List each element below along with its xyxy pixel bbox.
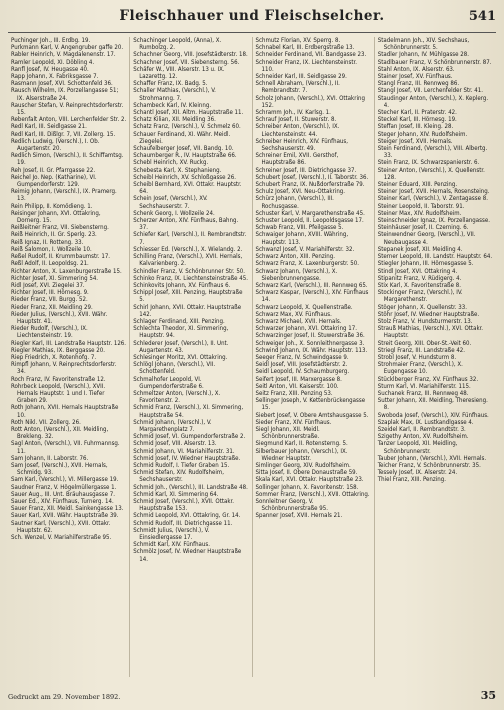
directory-entry: Schmid Josef, IV. Wiedner Hauptstraße.	[133, 454, 241, 462]
directory-entry: Roth Johann, XVII. Hernals Hauptstraße 10.	[11, 404, 119, 419]
directory-entry: Rieder Rudolf, (Verschl.), IX. Liechtensteinstr. 19.	[11, 325, 88, 340]
directory-entry: Scherzer Anton, XIV. Fünfhaus, Bahng. 37.	[133, 217, 239, 232]
directory-entry: Schwarz Anton, XIII. Penzing.	[255, 253, 335, 261]
directory-entry: Sch. Wenzel, V. Mariahilferstraße 95.	[11, 534, 112, 542]
directory-entry: Ranfl Josef, IV. Heugasse 40.	[11, 65, 89, 73]
directory-entry: Schmutz Florian, XV. Sperrg. 8.	[255, 37, 341, 44]
directory-entry: Schrauf Josef, II. Stuwerstr. 8.	[255, 116, 337, 124]
directory-entry: Stepanek Josef, XII. Meidling 4.	[377, 245, 463, 253]
directory-entry: Seitz Franz, XIII. Penzing 53.	[255, 389, 333, 397]
directory-entry: Purkmann Karl, V. Angengruber gaffe 20.	[11, 44, 124, 52]
directory-entry: Sommer Franz, (Verschl.), XVII. Ottakring.	[255, 490, 370, 498]
directory-entry: Thiel Franz, XIII. Penzing.	[377, 476, 447, 484]
page-title: Fleischhauer und Fleischselcher.	[119, 8, 385, 24]
directory-entry: Schein Josef, (Verschl.), XV. Sechshauserstr. 7.	[133, 195, 208, 210]
directory-entry: Siegl Johann, XII. Meidl. Schönbrunnerstraße.	[255, 425, 320, 441]
directory-entry: Szeidel Karl, II. Rembrandtstr. 3.	[377, 425, 466, 433]
listing-column-1	[8, 37, 130, 677]
directory-entry: Strohmaier Franz, (Verschl.), X. Eugengasse 10.	[377, 361, 463, 376]
directory-entry: Schubert Josef, (Verschl.), II. Taborstr. 36.	[255, 173, 369, 181]
directory-entry: Schinkovits Johann, XV. Fünfhaus 6.	[133, 281, 231, 289]
directory-entry: Rasmann Josef, XVI. Schottenfeld 36.	[11, 80, 113, 88]
directory-entry: Steinwendner Georg, (Verschl.), VII. Neubaugasse 4.	[377, 231, 476, 246]
directory-entry: Schulz Josef, XVI. Neu-Ottakring.	[255, 188, 346, 196]
directory-entry: Rabler Heinrich, V. Magdalenenstr. 17.	[11, 51, 116, 59]
directory-entry: Rausch Wilhelm, IX. Porzellangasse 51; IX. Alserstraße 24.	[11, 87, 119, 102]
directory-entry: Stix Karl, X. Favoritenstraße 8.	[377, 281, 461, 289]
directory-entry: Tauber Johann, (Verschl.), XVII. Hernals.	[377, 454, 487, 462]
directory-entry: Schmid Karl, XI. Simmering 64.	[133, 490, 219, 498]
directory-entry: Richter Josef, XI. Simmering 54.	[11, 274, 99, 282]
directory-entry: Schramm Joh., IV. Karlsg. 1.	[255, 109, 331, 117]
directory-entry: Rieder Franz, XII. Meidling 29.	[11, 303, 93, 311]
directory-entry: Skala Karl, XVI. Ottakr. Hauptstraße 23.	[255, 476, 364, 484]
directory-entry: Rapp Johann, X. Fabriksgasse 7.	[11, 73, 99, 81]
directory-entry: Stein Ferdinand, (Verschl.), VIII. Albertg. 33.	[377, 145, 488, 160]
directory-entry: Sauer Franz, XII. Meidl. Sainkengasse 13.	[11, 505, 124, 513]
directory-entry: Schreiner Josef, III. Dietrichgasse 37.	[255, 166, 357, 174]
directory-entry: Ramler Leopold, XI. Döbling 4.	[11, 58, 95, 66]
directory-entry: Schebesta Karl, X. Stephanieng.	[133, 166, 222, 174]
directory-entry: Richter Anton, X. Laxenburgerstraße 15.	[11, 267, 122, 275]
directory-entry: Stindl Josef, XVI. Ottakring 4.	[377, 267, 458, 275]
directory-entry: Schantl Josef, XII. Altm. Hauptstraße 11.	[133, 109, 244, 117]
directory-entry: Schmid Josef, VI. Gumpendorferstraße 2.	[133, 433, 246, 441]
directory-entry: Seidl Josef, VIII. Josefstädterstr. 2.	[255, 361, 348, 369]
directory-entry: Reisinger Johann, XVI. Ottakring, Dornerg. 15.	[11, 209, 101, 225]
directory-entry: Staudinger Anton, (Verschl.), X. Keplerg. 4.	[377, 94, 489, 109]
directory-entry: Reh Josef, II. Gr. Pfarrgasse 22.	[11, 166, 96, 174]
directory-entry: Schachner Georg, VIII. Josefstädterstr. 18.	[133, 51, 248, 59]
directory-entry: Steiner Eduard, XIII. Penzing.	[377, 181, 458, 189]
directory-entry: Stockinger Franz, (Verschl.), IV. Margarethenstr.	[377, 289, 463, 304]
directory-entry: Schachner Josef, VII. Siebensterng. 56.	[133, 58, 240, 66]
directory-entry: Stadler Johann, IV. Mühlgasse 28.	[377, 51, 469, 59]
directory-entry: Schachinger Leopold, (Anna), X. Rumbolzg. 2.	[133, 37, 222, 52]
directory-entry: Reßel Rudolf, II. Krummbaumstr. 17.	[11, 253, 111, 261]
directory-entry: Stangl Josef, VII. Lerchenfelder Str. 41.	[377, 87, 484, 95]
directory-entry: Striegl Franz, III. Landstraße 42.	[377, 346, 466, 354]
directory-entry: Rieder Julius, (Verschl.), XVII. Währ. Hauptstr. 41.	[11, 310, 108, 325]
directory-entry: Schaffer Franz, IX. Badg. 5.	[133, 80, 208, 88]
directory-entry: Sonnleitner Georg, V. Schönbrunnerstraße 95.	[255, 498, 328, 513]
directory-entry: Redl Karl, III. Seidlgasse 21.	[11, 123, 87, 131]
directory-entry: Sautner Karl, (Verschl.), XVII. Ottakr. Hauptstr. 62.	[11, 519, 111, 534]
directory-entry: Simlinger Georg, XIV. Rudolfsheim.	[255, 461, 351, 469]
directory-entry: Sam Johann, II. Laborstr. 76.	[11, 454, 89, 462]
directory-entry: Steinschneider Ignaz, IX. Porzellangasse.	[377, 217, 490, 225]
directory-entry: Reiß Ignaz, II. Rotteng. 33.	[11, 238, 84, 246]
directory-entry: Schinko Franz, IX. Liechtensteinstraße 45.	[133, 274, 248, 282]
directory-entry: Tanzer Leopold, XII. Meidling, Schönbrunnerstr.	[377, 440, 458, 455]
directory-entry: Rott Anton, (Verschl.), XII. Meidling, Brekleng. 32.	[11, 425, 109, 441]
directory-entry: Schwarz Franz, X. Laxenburgerstr. 50.	[255, 260, 359, 268]
directory-entry: Rauscher Stefan, V. Reinprechtsdorferstr. 15.	[11, 101, 124, 117]
directory-entry: Stöger Johann, X. Quellenstr. 33.	[377, 303, 468, 311]
directory-entry: Riegler Mathias, IX. Berggasse 20.	[11, 346, 106, 354]
directory-entry: Schlechta Theodor, XI. Simmering, Hauptstr. 94.	[133, 325, 229, 340]
directory-entry: Sitta Josef, II. Obere Donaustraße 59.	[255, 469, 358, 477]
directory-entry: Scholz Johann, (Verschl.), XVI. Ottakring 152.	[255, 94, 365, 109]
directory-entry: Schwarz Kaspar, (Verschl.), XIV. Fünfhaus 14.	[255, 289, 369, 304]
directory-entry: Scheibl Bernhard, XVI. Ottakr. Hauptstr. 64.	[133, 181, 242, 196]
directory-entry: Steiner Max, XIV. Rudolfsheim.	[377, 209, 462, 217]
directory-entry: Schwanzl Josef, V. Mariahilferstr. 32.	[255, 245, 355, 253]
directory-entry: Schwab Franz, VIII. Pfeilgasse 5.	[255, 224, 344, 232]
directory-entry: Steiner Anton, (Verschl.), X. Quellenstr. 128.	[377, 166, 485, 181]
directory-entry: Schmölz Josef, IV. Wiedner Hauptstraße 14.	[133, 548, 242, 563]
directory-entry: Seifert Josef, III. Marxergasse 8.	[255, 375, 342, 383]
directory-entry: Reimig Johann, (Verschl.), IX. Pramerg. 13.	[11, 188, 117, 203]
print-date-note: Gedruckt am 29. November 1892.	[8, 693, 121, 701]
directory-entry: Schmid Franz, (Verschl.), XI. Simmering, Hauptstraße 54.	[133, 404, 244, 419]
directory-entry: Stücklberger Franz, XV. Fünfhaus 32.	[377, 375, 479, 383]
directory-entry: Riegler Karl, III. Landstraße Hauptstr. 126.	[11, 339, 127, 347]
directory-entry: Schambeck Karl, IV. Kleinng.	[133, 101, 212, 109]
directory-entry: Sam Karl, (Verschl.), VI. Millergasse 19.	[11, 476, 119, 484]
directory-entry: Swoboda Josef, (Verschl.), XIV. Fünfhaus.	[377, 411, 489, 419]
directory-entry: Sturm Karl, VI. Mariahilferstr. 115.	[377, 382, 471, 390]
directory-entry: Stadlbauer Franz, V. Schönbrunnerstr. 87.	[377, 58, 492, 66]
directory-entry: Schmid Johann, (Verschl.), V. Margarethenplatz 7.	[133, 418, 212, 433]
directory-entry: Rebenfalt Anton, VIII. Lerchenfelder Str. 2.	[11, 116, 127, 124]
directory-entry: Schebl Heinrich, XV. Ruckg.	[133, 159, 209, 167]
directory-entry: Schmalhofer Leopold, VI. Gumpendorferstraße 6.	[133, 375, 204, 390]
directory-entry: Schubert Franz, IX. Nußdorferstraße 79.	[255, 181, 365, 189]
directory-entry: Schirl Johann, XVII. Ottakr. Hauptstraße 142.	[133, 303, 242, 318]
directory-entry: Rimpfl Johann, V. Reinprechtsdorferstr. 34.	[11, 361, 117, 376]
directory-entry: Schreiner Emil, XVII. Gersthof, Hauptstraße 86.	[255, 152, 339, 167]
directory-entry: Teicher Franz, V. Schönbrunnerstr. 35.	[377, 461, 481, 469]
directory-entry: Schmidt Karl, XIV. Fünfhaus.	[133, 541, 210, 549]
directory-entry: Schlögl Johann, (Verschl.), VII. Schottenfeld.	[133, 361, 216, 376]
page-footer	[8, 689, 496, 702]
directory-entry: Schnabel Karl, III. Erdbergstraße 13.	[255, 44, 355, 52]
directory-entry: Schmid Leopold, XVI. Ottakring, Gr. 14.	[133, 512, 241, 520]
directory-entry: Reßl Adolf, II. Leopoldsg. 21.	[11, 260, 89, 268]
directory-entry: Schindler Franz, V. Schönbrunner Str. 50.	[133, 267, 246, 275]
directory-entry: Schippl Josef, XIII. Penzing, Hauptstraße 5.	[133, 289, 243, 304]
directory-entry: Tessely Josef, IX. Alserstr. 24.	[377, 469, 458, 477]
directory-entry: Roch Franz, IV. Favoritenstraße 12.	[11, 375, 106, 383]
directory-entry: Steiger Josef, XVII. Hernals.	[377, 137, 453, 145]
directory-entry: Schlesinger Moritz, XVI. Ottakring.	[133, 353, 228, 361]
directory-entry: Steger Johann, XIV. Rudolfsheim.	[377, 130, 468, 138]
directory-entry: Sauer Aug., III. Unt. Bräuhausgasse 7.	[11, 490, 115, 498]
directory-entry: Schaufelberger Josef, VII. Bandg. 10.	[133, 145, 234, 153]
directory-entry: Schwarz Max, XV. Fünfhaus.	[255, 310, 332, 318]
directory-entry: Riep Friedrich, X. Rotenhofg. 7.	[11, 353, 97, 361]
directory-entry: Schlederer Josef, (Verschl.), II. Unt. Augartenstr. 43.	[133, 339, 229, 354]
directory-entry: Schürz Johann, (Verschl.), III. Rochusgasse.	[255, 195, 334, 210]
directory-entry: Reiß Heinrich, II. Gr. Sperlg. 23.	[11, 231, 97, 239]
directory-entry: Schnell Abraham, (Verschl.), II. Rembrandtstr. 7.	[255, 80, 340, 95]
directory-entry: Schmidt Julius, (Verschl.), V. Einsiedlergasse 17.	[133, 526, 210, 542]
directory-entry: Schwarzer Johann, XVI. Ottakring 17.	[255, 325, 357, 333]
directory-entry: Steffan Josef, III. Kleing. 28.	[377, 123, 454, 131]
directory-entry: Steiner Josef, XVII. Hernals, Rosensteing.	[377, 188, 490, 196]
directory-entry: Schatz Kilian, XII. Meidling 36.	[133, 116, 216, 124]
directory-entry: Steiner Karl, (Verschl.), V. Zentagasse 8.	[377, 195, 488, 203]
directory-entry: Stiegler Johann, III. Hörnesgasse 5.	[377, 260, 474, 268]
directory-entry: Ridl Josef, XVI. Ziegelei 37.	[11, 281, 85, 289]
directory-entry: Seeger Franz, IV. Schwindgasse 9.	[255, 353, 349, 361]
directory-entry: Schweiger Joh., X. Sonnleithnergasse 3.	[255, 339, 365, 347]
directory-entry: Sollinger Johann, X. Favoritenstr. 158.	[255, 483, 359, 491]
directory-entry: Schwarz Michael, XVII. Hernals.	[255, 317, 342, 325]
directory-entry: Schiesser Ed. (Verschl.), X. Wielandg. 2.	[133, 245, 243, 253]
directory-entry: Schmid Josef, VIII. Alserstr. 13.	[133, 440, 217, 448]
directory-entry: Schatz Franz, (Verschl.), V. Schmelz 60.	[133, 123, 241, 131]
directory-entry: Schaller Mathias, (Verschl.), V. Strohmanng. 7.	[133, 87, 216, 102]
directory-entry: Szigethy Anton, XV. Rudolfsheim.	[377, 433, 469, 441]
listing-column-2	[130, 37, 252, 677]
directory-entry: Stein Franz, IX. Schwarzspanierstr. 6.	[377, 159, 480, 167]
page-number: 541	[468, 9, 496, 24]
directory-entry: Sutter Johann, XII. Meidling, Theresieng. 8.	[377, 397, 488, 412]
directory-entry: Rieder Franz, VII. Burgg. 52.	[11, 296, 88, 304]
directory-entry: Schmid Joh., (Verschl.), III. Landstraße 48.	[133, 483, 248, 491]
listing-column-3	[253, 37, 375, 677]
directory-entry: Stadelmann Joh., XIV. Sechshaus, Schönbrunnerstr. 5.	[377, 37, 470, 52]
directory-entry: Reiß Salomon, I. Wollzeile 10.	[11, 245, 92, 253]
directory-entry: Stahl Anton, IX. Alserstr. 63.	[377, 65, 455, 73]
directory-entry: Scheibl Heinrich, XV. Schloßgasse 26.	[133, 173, 236, 181]
directory-entry: Strobl Josef, V. Hundsturm 8.	[377, 353, 457, 361]
directory-entry: Puchinger Joh., III. Erdbg. 19.	[11, 37, 91, 44]
directory-entry: Schauer Ferdinand, XI. Währ. Meidl. Ziegelei.	[133, 130, 231, 145]
directory-entry: Suchanek Franz, III. Rennweg 48.	[377, 389, 469, 397]
directory-entry: Schwarz Leopold, X. Quellenstraße.	[255, 303, 353, 311]
directory-entry: Stangl Franz, III. Rennweg 86.	[377, 80, 460, 88]
directory-entry: Redlich Simon, (Verschl.), II. Schiffamtsg. 19.	[11, 152, 124, 167]
directory-entry: Szaplak Max, IX. Lustkandlgasse 4.	[377, 418, 474, 426]
directory-entry: Siebert Josef, V. Obere Amtshausgasse 5.	[255, 411, 369, 419]
directory-entry: Sterner Leopold, III. Landstr. Hauptstr. 64.	[377, 253, 493, 261]
directory-entry: Schiefer Karl, (Verschl.), II. Rembrandtstr. 7.	[133, 231, 247, 246]
directory-entry: Schmeltzer Anton, (Verschl.), X. Favoritenstr. 2.	[133, 389, 221, 405]
directory-entry: Schwaiger Johann, XVIII. Währing, Hauptstr. 113.	[255, 231, 349, 246]
directory-entry: Schwarzinger Josef, II. Stuwerstraße 36.	[255, 332, 365, 340]
directory-entry: Schuster Karl, V. Margarethenstraße 45.	[255, 209, 365, 217]
directory-entry: Streit Georg, XIII. Ober-St.-Veit 60.	[377, 339, 472, 347]
directory-entry: Saudner Franz, V. Högelmüllergasse 1.	[11, 483, 117, 491]
directory-entry: Schneider Franz, IX. Liechtensteinstr. 110.	[255, 58, 357, 73]
directory-entry: Sellinger Joseph, V. Kettenbrückengasse 15.	[255, 397, 366, 412]
directory-entry: Schlager Ferdinand, XIII. Penzing.	[133, 317, 225, 325]
directory-entry: Schäfer W., VIII. Alserstr. 13 u. IX. Lazarettg. 12.	[133, 65, 225, 81]
directory-entry: Steinhäuser Josef, II. Czerning. 6.	[377, 224, 469, 232]
directory-entry: Schwarz Johann, (Verschl.), X. Siebenbrunnengasse.	[255, 267, 338, 282]
directory-entry: Strauß Mathias, (Verschl.), XVI. Ottakr. Hauptstr.	[377, 325, 484, 340]
directory-entry: Steiner Leopold, II. Taborstr. 91.	[377, 202, 465, 210]
directory-entry: Stöhr Josef, IV. Wiedner Hauptstraße.	[377, 310, 480, 318]
directory-entry: Sauer Ed., XIV. Fünfhaus, Turnerg. 14.	[11, 498, 114, 505]
listing-columns	[8, 37, 496, 677]
directory-entry: Roth Nikl. VII. Zollerg. 26.	[11, 418, 81, 426]
directory-entry: Stecher Karl, II. Praterstr. 42.	[377, 109, 457, 117]
directory-entry: Stolz Franz, V. Hundsturmerstr. 13.	[377, 317, 473, 325]
directory-entry: Silberbauer Johann, (Verschl.), IX. Wiedner Hauptstr.	[255, 447, 348, 462]
directory-entry: Siegmund Karl, II. Rotensterng. 5.	[255, 440, 348, 448]
directory-entry: Schmid Johann, VI. Mariahilferstr. 31.	[133, 447, 235, 455]
directory-entry: Sauer Karl, XVII. Währ. Hauptstraße 39.	[11, 512, 119, 520]
directory-entry: Schmid Rudolf, III. Dietrichgasse 11.	[133, 519, 233, 527]
directory-entry: Schreiber Heinrich, XIV. Fünfhaus, Sechshauserstr. 49.	[255, 137, 348, 153]
page-header	[8, 8, 496, 33]
directory-entry: Schneider Karl, III. Seidlgasse 29.	[255, 73, 347, 81]
directory-entry: Schmid Rudolf, I. Tiefer Graben 15.	[133, 461, 230, 469]
directory-entry: Sieder Franz, XIV. Fünfhaus.	[255, 418, 332, 426]
directory-entry: Schmid Stefan, XIV. Rudolfsheim, Sechshauserstr.	[133, 469, 224, 484]
directory-entry: Spanner Josef, XVII. Hernals 21.	[255, 512, 343, 520]
directory-entry: Schwind Johann, IX. Währ. Hauptstr. 113.	[255, 346, 368, 354]
directory-entry: Schneider Ferdinand, VII. Bandgasse 23.	[255, 51, 367, 59]
directory-entry: Redl Karl, III. Dißlgr. 7, VII. Zollerg. 15.	[11, 130, 116, 138]
directory-entry: Stainer Josef, XV. Fünfhaus.	[377, 73, 453, 81]
directory-entry: Schwarz Karl, (Verschl.), III. Rennweg 65.	[255, 281, 368, 289]
folio-number: 35	[480, 689, 496, 702]
directory-entry: Rein Philipp, II. Komödieng. 1.	[11, 202, 93, 210]
directory-entry: Sagl Anton, (Verschl.), VII. Fuhrmannsg. 11.	[11, 440, 120, 455]
directory-entry: Schilling Franz, (Verschl.), XVII. Hernals, Kalvarienberg. 2.	[133, 253, 243, 268]
directory-entry: Steckel Karl, III. Hörnesg. 19.	[377, 116, 457, 124]
directory-entry: Reichel Jo. Nep. (Katharine), VI. Gumpendorferstr. 129.	[11, 173, 97, 189]
directory-entry: Stipanitz Franz, V. Rüdigerg. 4.	[377, 274, 462, 282]
directory-entry: Schreiber Anton, (Verschl.), IX. Liechtensteinstr. 44.	[255, 123, 340, 138]
directory-entry: Schuster Leopold, II. Leopoldsgasse 17.	[255, 217, 364, 225]
directory-entry: Seitl Anton, VII. Kaiserstr. 100.	[255, 382, 339, 390]
directory-entry: Reißleitner Franz, VII. Siebensterng.	[11, 224, 109, 232]
listing-column-4	[375, 37, 496, 677]
directory-entry: Schenk Georg, I. Wollzeile 24.	[133, 209, 215, 217]
directory-entry: Richter Josef, III. Hörnesg. 9.	[11, 289, 89, 297]
directory-entry: Rohrbeck Leopold, (Verschl.), XVII. Hernals Hauptstr. 1 und I. Tiefer Graben 29.	[11, 382, 106, 405]
directory-entry: Seidl Leopold, IV. Schaumburgerg.	[255, 368, 350, 376]
directory-entry: Redlich Ludwig, (Verschl.), I. Ob. Augartenstr. 20.	[11, 137, 100, 153]
directory-entry: Schaumberger R., IV. Hauptstraße 66.	[133, 152, 237, 160]
directory-entry: Sam Josef, (Verschl.), XVII. Hernals, Schmidg. 93.	[11, 461, 108, 477]
directory-entry: Schmid Josef, (Verschl.), XVII. Ottakr. Hauptstraße 153.	[133, 498, 234, 513]
